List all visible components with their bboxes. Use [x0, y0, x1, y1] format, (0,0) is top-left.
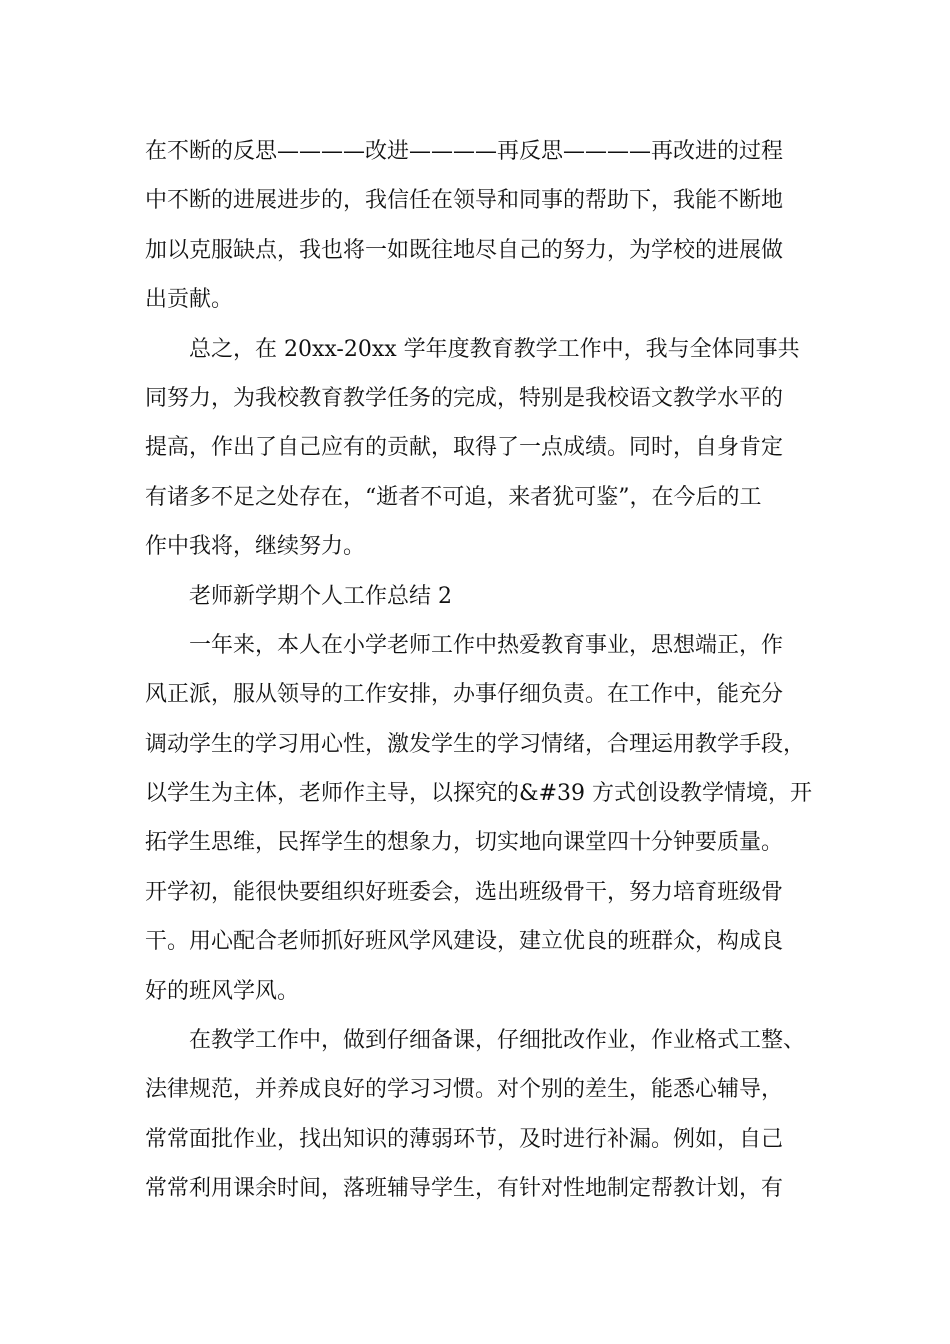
- text-line: 一年来，本人在小学老师工作中热爱教育事业，思想端正，作: [189, 632, 784, 658]
- text-line: 干。用心配合老师抓好班风学风建设，建立优良的班群众，构成良: [145, 929, 784, 955]
- text-line: 以学生为主体，老师作主导，以探究的&#39 方式创设教学情境，开: [145, 781, 813, 807]
- text-line: 在不断的反思————改进————再反思————再改进的过程: [145, 139, 784, 164]
- text-line: 风正派，服从领导的工作安排，办事仔细负责。在工作中，能充分: [145, 682, 784, 708]
- text-line: 有诸多不足之处存在，“逝者不可追，来者犹可鉴”，在今后的工: [145, 484, 762, 510]
- text-line: 同努力，为我校教育教学任务的完成，特别是我校语文教学水平的: [145, 385, 784, 411]
- text-line: 出贡献。: [145, 287, 234, 313]
- document-body: [145, 127, 815, 1214]
- text-line: 加以克服缺点，我也将一如既往地尽自己的努力，为学校的进展做: [145, 237, 784, 263]
- text-line: 好的班风学风。: [145, 978, 300, 1004]
- text-line: 中不断的进展进步的，我信任在领导和同事的帮助下，我能不断地: [145, 188, 784, 214]
- text-line: 作中我将，继续努力。: [145, 534, 366, 560]
- text-line: 调动学生的学习用心性，激发学生的学习情绪，合理运用教学手段，: [145, 731, 806, 757]
- text-line: 拓学生思维，民挥学生的想象力，切实地向课堂四十分钟要质量。: [145, 830, 784, 856]
- text-line: 在教学工作中，做到仔细备课，仔细批改作业，作业格式工整、: [189, 1028, 806, 1054]
- text-line: 总之，在 20xx-20xx 学年度教育教学工作中，我与全体同事共: [189, 336, 800, 362]
- text-line: 常常面批作业，找出知识的薄弱环节，及时进行补漏。例如，自己: [145, 1126, 784, 1152]
- text-line: 法律规范，并养成良好的学习习惯。对个别的差生，能悉心辅导，: [145, 1077, 784, 1103]
- text-line: 常常利用课余时间，落班辅导学生，有针对性地制定帮教计划，有: [145, 1176, 784, 1202]
- text-line: 开学初，能很快要组织好班委会，选出班级骨干，努力培育班级骨: [145, 879, 784, 905]
- text-line: 提高，作出了自己应有的贡献，取得了一点成绩。同时，自身肯定: [145, 435, 784, 461]
- text-line: 老师新学期个人工作总结 2: [189, 583, 452, 609]
